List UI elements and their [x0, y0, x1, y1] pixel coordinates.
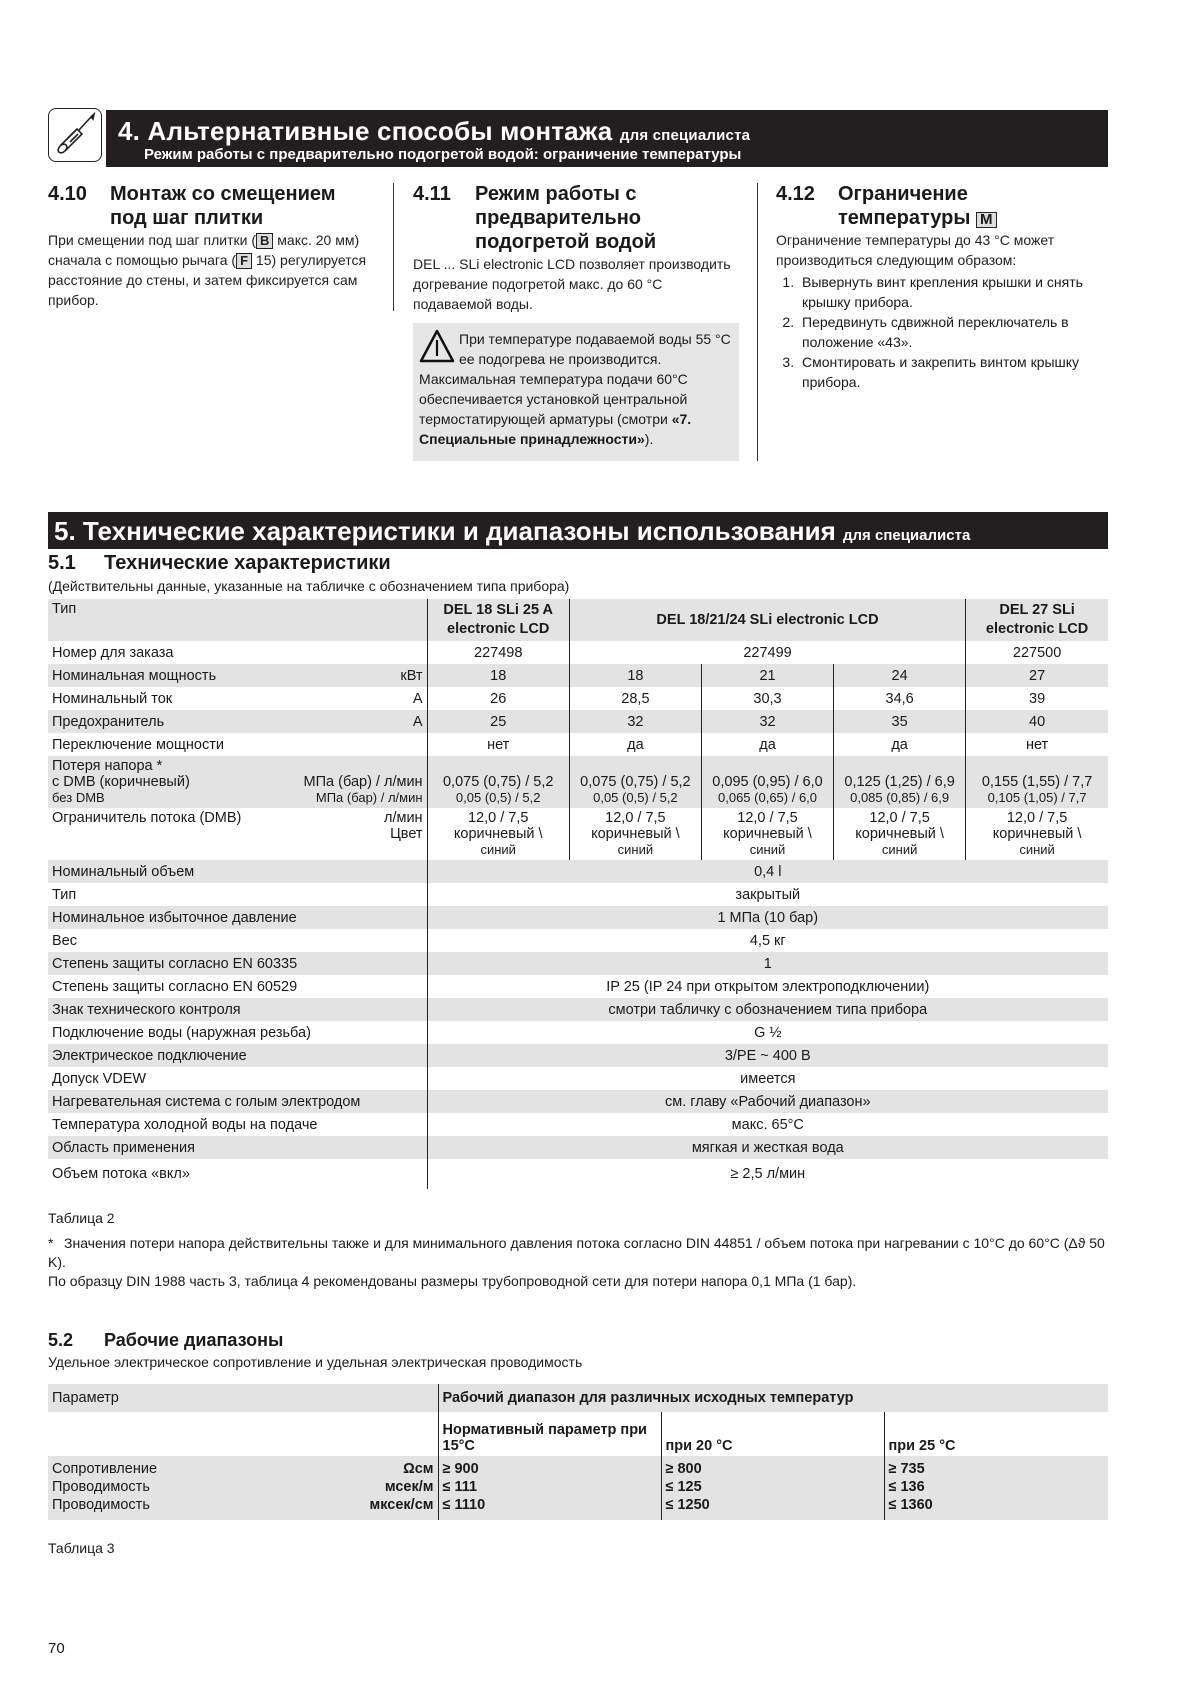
model-header: DEL 27 SLi electronic LCD — [966, 599, 1108, 641]
row-label: Номинальный объем — [48, 860, 427, 883]
row-label: Тип — [52, 886, 77, 903]
row-value: имеется — [427, 1067, 1108, 1090]
screwdriver-icon — [48, 108, 102, 162]
page-number: 70 — [48, 1640, 65, 1657]
row-label: Подключение воды (наружная резьба) — [52, 1024, 311, 1041]
row-value: IP 25 (IP 24 при открытом электроподключении) — [427, 975, 1108, 998]
section-4-12-title: 4.12 Ограничение температуры M — [776, 182, 1106, 230]
row-label: Степень защиты согласно EN 60529 — [52, 978, 298, 995]
warning-box: При температуре подаваемой воды 55 °C ее подогрева не производится. Максимальная температура подачи 60°C обеспечивается установкой центральной термостатирующей арматуры (смотри «7. Специальные принадлежности»). — [413, 323, 739, 461]
row-label: Объем потока «вкл» — [52, 1166, 190, 1182]
table-row: Сопротивление Проводимость Проводимость Ωсм мсек/м мксек/см ≥ 900 ≤ 111 ≤ 1110 ≥ 800 ≤ 125 ≤ 1250 ≥ 735 ≤ 136 ≤ 1360 — [48, 1456, 1108, 1520]
table-row — [48, 906, 1108, 929]
row-value: G ½ — [427, 1021, 1108, 1044]
section-4-11-text: DEL ... SLi electronic LCD позволяет производить догревание подогретой макс. до 60 °C подаваемой воды. — [413, 256, 731, 312]
din-note: По образцу DIN 1988 часть 3, таблица 4 рекомендованы размеры трубопроводной сети для потери напора 0,1 МПа (1 бар). — [48, 1273, 857, 1289]
row-label: Температура холодной воды на подаче — [52, 1116, 318, 1133]
table-row — [48, 860, 1108, 883]
figure-ref-f: F — [236, 253, 252, 269]
row-value: макс. 65°C — [427, 1113, 1108, 1136]
row-label: Знак технического контроля — [48, 998, 427, 1021]
model-header: DEL 18/21/24 SLi electronic LCD — [569, 599, 965, 641]
step-item: 2. Передвинуть сдвижной переключатель в положение «43». — [798, 312, 1106, 352]
section4-header — [106, 110, 1108, 167]
table-row — [48, 975, 1108, 998]
row-value: 4,5 кг — [427, 929, 1108, 952]
table-header-row: Тип DEL 18 SLi 25 A electronic LCD DEL 18/21/24 SLi electronic LCD DEL 27 SLi electronic LCD — [48, 599, 1108, 641]
section5-title-suffix: для специалиста — [843, 527, 971, 544]
row-value: закрытый — [427, 883, 1108, 906]
section4-subtitle: Режим работы с предварительно подогретой водой: ограничение температуры — [144, 146, 742, 163]
cross-reference: «7. Специальные принадлежности» — [419, 411, 692, 447]
table-row-pressure-loss: Потеря напора * с DMB (коричневый) без DMB МПа (бар) / л/мин МПа (бар) / л/мин 0,075 (0,75) / 5,2 0,05 (0,5) / 5,2 0,075 (0,75) / 5,2 0,05 (0,5) / 5,2 0,095 (0,95) / 6,0 0,065 (0,65) / 6,0 0,125 (1,25) / 6,9 0,085 (0,85) / 6,9 0,155 (1,55) / 7,7 0,105 (1,05) / 7,7 — [48, 756, 1108, 808]
row-value: 1 МПа (10 бар) — [427, 906, 1108, 929]
section-5-2-title: 5.2 Рабочие диапазоны — [48, 1330, 284, 1350]
row-value: 1 — [427, 952, 1108, 975]
model-header: DEL 18 SLi 25 A electronic LCD — [427, 599, 569, 641]
table-header-row: Параметр Рабочий диапазон для различных исходных температур — [48, 1384, 1108, 1412]
table-subheader-row: Нормативный параметр при 15°C при 20 °C при 25 °C — [48, 1412, 1108, 1456]
section-4-12-intro: Ограничение температуры до 43 °C может производиться следующим образом: — [776, 232, 1055, 268]
row-value: 0,4 l — [427, 860, 1108, 883]
section-5-1-note: (Действительны данные, указанные на табличке с обозначением типа прибора) — [48, 578, 570, 594]
table-row — [48, 883, 1108, 906]
table-row — [48, 1021, 1108, 1044]
table-row — [48, 1090, 1108, 1113]
row-value: 3/PE ~ 400 В — [427, 1044, 1108, 1067]
section5-title: 5. Технические характеристики и диапазоны использования для специалиста — [54, 516, 971, 546]
section-5-1-title: 5.1 Технические характеристики — [48, 552, 391, 574]
row-value: смотри табличку с обозначением типа прибора — [427, 998, 1108, 1021]
table2-caption: Таблица 2 — [48, 1210, 115, 1226]
table-row — [48, 1044, 1108, 1067]
table-row — [48, 1136, 1108, 1159]
footnote: * Значения потери напора действительны также и для минимального давления потока согласно DIN 44851 / объем потока при нагревании с 10°C до 60°C (Δϑ 50 K). — [48, 1235, 1105, 1270]
table-row-flow-limiter: Ограничитель потока (DMB) л/мин Цвет 12,0 / 7,5 коричневый \ синий 12,0 / 7,5 коричневый \ синий 12,0 / 7,5 коричневый \ синий 12,0 / 7,5 коричневый \ синий 12,0 / 7,5 коричневый \ синий — [48, 808, 1108, 860]
spec-table — [48, 599, 1108, 1189]
step-item: 1. Вывернуть винт крепления крышки и снять крышку прибора. — [798, 272, 1106, 312]
row-value: см. главу «Рабочий диапазон» — [427, 1090, 1108, 1113]
table-row: Номинальная мощность кВт 18 18 21 24 27 — [48, 664, 1108, 687]
warning-triangle-icon — [419, 329, 455, 363]
section5-header — [48, 512, 1108, 549]
figure-ref-m: M — [976, 212, 997, 228]
table3-caption: Таблица 3 — [48, 1540, 115, 1556]
section-5-2-subtitle: Удельное электрическое сопротивление и удельная электрическая проводимость — [48, 1354, 583, 1370]
steps-list — [776, 272, 1106, 392]
row-label: Степень защиты согласно EN 60335 — [48, 952, 427, 975]
table-row: Номинальный ток A 26 28,5 30,3 34,6 39 — [48, 687, 1108, 710]
table-row: Переключение мощности нет да да да нет — [48, 733, 1108, 756]
step-item: 3. Смонтировать и закрепить винтом крышку прибора. — [798, 352, 1106, 392]
figure-ref-b: B — [256, 233, 273, 249]
row-label: Электрическое подключение — [48, 1044, 427, 1067]
row-value: ≥ 2,5 л/мин — [427, 1159, 1108, 1189]
table-row — [48, 929, 1108, 952]
row-label: Вес — [52, 932, 77, 949]
table-row — [48, 952, 1108, 975]
row-label: Допуск VDEW — [52, 1070, 147, 1087]
row-label: Область применения — [48, 1136, 427, 1159]
table-row: Предохранитель A 25 32 32 35 40 — [48, 710, 1108, 733]
table-row — [48, 1159, 1108, 1189]
table-row — [48, 998, 1108, 1021]
common-rows — [48, 860, 1108, 1189]
section-4-10-text: При смещении под шаг плитки ( B макс. 20 мм) сначала с помощью рычага ( F 15) регулируется расстояние до стены, и затем фиксируется сам прибор. — [48, 232, 367, 308]
row-label: Нагревательная система с голым электродом — [48, 1090, 427, 1113]
section-4-11-title: 4.11 Режим работы с предварительно подогретой водой — [413, 183, 657, 253]
section4-title: 4. Альтернативные способы монтажа для специалиста — [118, 116, 751, 146]
section-4-11 — [413, 182, 743, 314]
row-value: мягкая и жесткая вода — [427, 1136, 1108, 1159]
column-divider — [757, 183, 758, 461]
section4-title-suffix: для специалиста — [619, 127, 751, 144]
range-table — [48, 1384, 1108, 1520]
section-4-12 — [776, 182, 1106, 392]
column-divider — [393, 183, 394, 311]
table-row — [48, 1113, 1108, 1136]
section-4-10-title: 4.10 Монтаж со смещением под шаг плитки — [48, 183, 336, 229]
table-row — [48, 1067, 1108, 1090]
section-4-10 — [48, 182, 378, 310]
row-label: Номинальное избыточное давление — [48, 906, 427, 929]
table-row: Номер для заказа 227498 227499 227500 — [48, 641, 1108, 664]
